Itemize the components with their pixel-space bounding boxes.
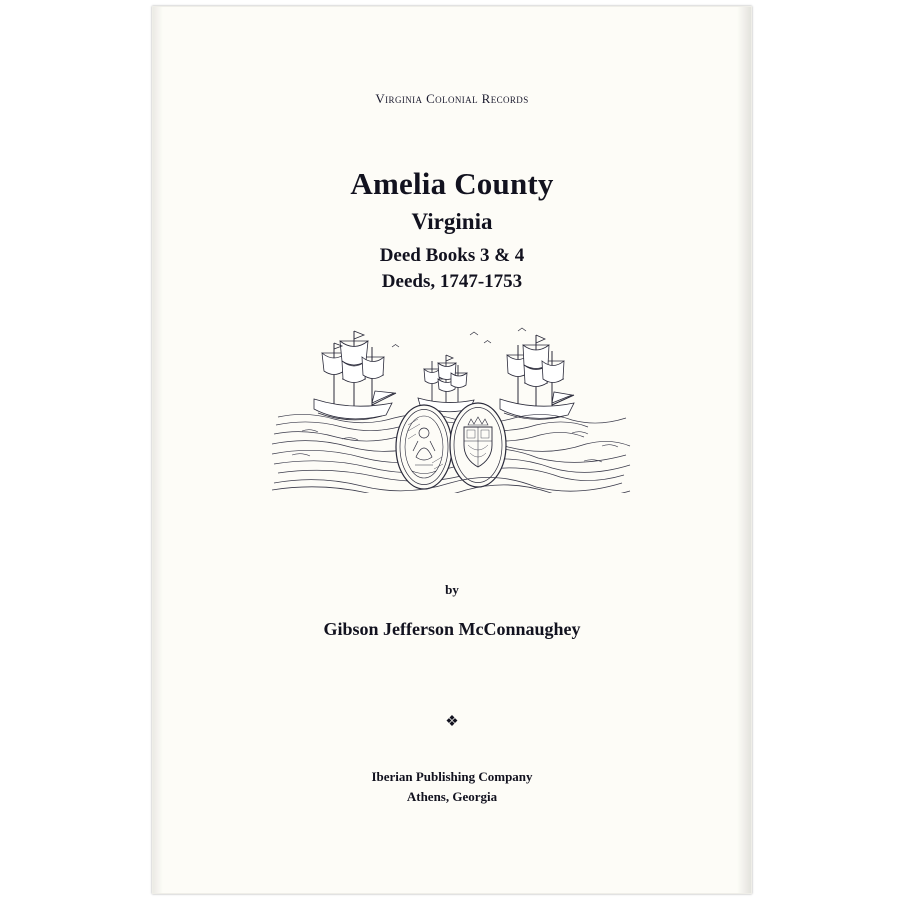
series-label: Virginia Colonial Records: [375, 91, 529, 106]
subtitle-deed-books: Deed Books 3 & 4: [379, 244, 525, 266]
subtitle-state: Virginia: [411, 209, 493, 235]
diamond-ornament-icon: ❖: [445, 714, 459, 730]
book-cover: [152, 6, 752, 894]
title-block: [153, 167, 751, 294]
byline-label: by: [445, 582, 459, 597]
subtitle-date-range: Deeds, 1747-1753: [381, 271, 523, 293]
publisher-block: [153, 767, 751, 807]
author-name: Gibson Jefferson McConnaughey: [323, 619, 581, 639]
sailing-ships-and-seals-engraving: [272, 313, 632, 493]
publisher-name: Iberian Publishing Company: [371, 769, 533, 784]
page-title: Amelia County: [350, 166, 554, 201]
publisher-location: Athens, Georgia: [406, 789, 498, 805]
